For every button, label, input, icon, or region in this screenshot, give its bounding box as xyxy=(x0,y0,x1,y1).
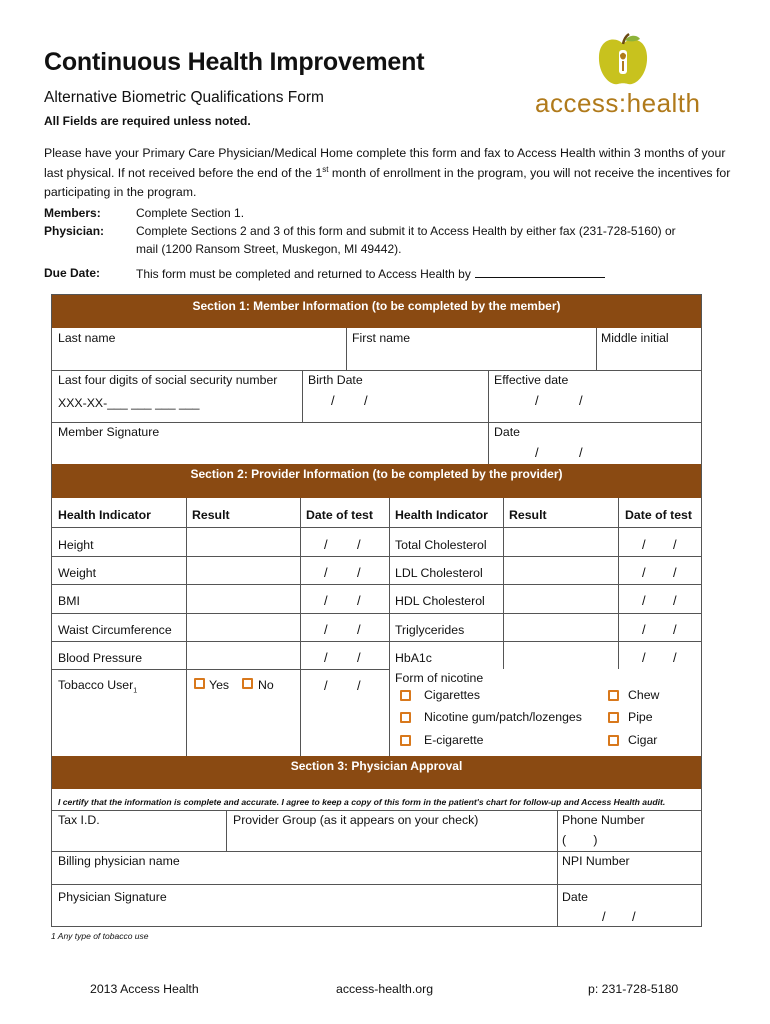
tax-id-label: Tax I.D. xyxy=(58,813,100,827)
nicotine-form-label: Form of nicotine xyxy=(395,671,484,685)
effective-date-slash: / xyxy=(579,393,583,408)
date-slash: / xyxy=(324,622,328,637)
section3-header: Section 3: Physician Approval xyxy=(52,756,701,789)
date-slash: / xyxy=(357,593,361,608)
apple-logo-icon xyxy=(594,32,652,88)
date-slash: / xyxy=(324,650,328,665)
indicator-waist-circumference: Waist Circumference xyxy=(58,623,172,637)
birth-date-slash: / xyxy=(364,393,368,408)
tobacco-user-label: Tobacco User$_1$ xyxy=(58,678,138,695)
effective-date-slash: / xyxy=(535,393,539,408)
date-slash: / xyxy=(357,565,361,580)
members-label: Members: xyxy=(44,206,101,220)
members-text: Complete Section 1. xyxy=(136,206,245,220)
member-date-slash: / xyxy=(579,445,583,460)
form-table xyxy=(51,294,702,927)
date-slash: / xyxy=(324,537,328,552)
page-title: Continuous Health Improvement xyxy=(44,48,425,76)
footer-phone: p: 231-728-5180 xyxy=(588,982,679,996)
date-slash: / xyxy=(357,678,361,693)
effective-date-label: Effective date xyxy=(494,373,569,387)
birth-date-label: Birth Date xyxy=(308,373,363,387)
indicator-ldl-cholesterol: LDL Cholesterol xyxy=(395,566,483,580)
indicator-bmi: BMI xyxy=(58,594,80,608)
physician-label: Physician: xyxy=(44,224,105,238)
cigarettes-label: Cigarettes xyxy=(424,688,481,702)
date-slash: / xyxy=(357,622,361,637)
birth-date-slash: / xyxy=(331,393,335,408)
date-slash: / xyxy=(673,593,677,608)
page-subtitle: Alternative Biometric Qualifications Form xyxy=(44,89,324,106)
date-slash: / xyxy=(324,565,328,580)
tobacco-no-label: No xyxy=(258,678,274,692)
nicotine-gum-label: Nicotine gum/patch/lozenges xyxy=(424,710,582,724)
date-slash: / xyxy=(673,537,677,552)
ssn-label: Last four digits of social security number xyxy=(58,373,278,387)
section1-header: Section 1: Member Information (to be completed by the member) xyxy=(52,295,701,328)
first-name-label: First name xyxy=(352,331,411,345)
header-health-indicator: Health Indicator xyxy=(395,508,488,522)
date-slash: / xyxy=(673,565,677,580)
indicator-triglycerides: Triglycerides xyxy=(395,623,465,637)
nicotine-gum-checkbox[interactable] xyxy=(400,712,411,723)
date-slash: / xyxy=(673,650,677,665)
physician-date-slash: / xyxy=(632,909,636,924)
certification-statement: I certify that the information is complete and accurate. I agree to keep a copy of this form in the patient's chart for follow-up and Access Health audit. xyxy=(58,797,666,807)
indicator-total-cholesterol: Total Cholesterol xyxy=(395,538,487,552)
date-slash: / xyxy=(324,678,328,693)
date-slash: / xyxy=(642,622,646,637)
ssn-input[interactable]: XXX-XX-___ ___ ___ ___ xyxy=(58,396,200,410)
date-slash: / xyxy=(642,593,646,608)
indicator-height: Height xyxy=(58,538,94,552)
cigar-checkbox[interactable] xyxy=(608,735,619,746)
npi-number-label: NPI Number xyxy=(562,854,630,868)
required-note: All Fields are required unless noted. xyxy=(44,114,251,128)
logo-wordmark: access:health xyxy=(535,88,701,118)
physician-date-label: Date xyxy=(562,890,588,904)
tobacco-yes-label: Yes xyxy=(209,678,230,692)
section2-header: Section 2: Provider Information (to be completed by the provider) xyxy=(52,464,701,498)
header-result: Result xyxy=(509,508,547,522)
indicator-hdl-cholesterol: HDL Cholesterol xyxy=(395,594,485,608)
chew-label: Chew xyxy=(628,688,660,702)
pipe-label: Pipe xyxy=(628,710,653,724)
header-date-of-test: Date of test xyxy=(625,508,692,522)
physician-text-line1: Complete Sections 2 and 3 of this form and submit it to Access Health by either fax (231-728-5160) or xyxy=(136,224,676,238)
due-date-text: This form must be completed and returned to Access Health by xyxy=(136,265,605,283)
due-date-label: Due Date: xyxy=(44,266,101,280)
date-slash: / xyxy=(642,650,646,665)
provider-group-label: Provider Group (as it appears on your check) xyxy=(233,813,479,827)
date-slash: / xyxy=(642,565,646,580)
date-slash: / xyxy=(642,537,646,552)
due-date-blank[interactable] xyxy=(475,265,605,278)
e-cigarette-checkbox[interactable] xyxy=(400,735,411,746)
date-slash: / xyxy=(357,537,361,552)
phone-number-input[interactable]: ( ) xyxy=(562,833,598,847)
chew-checkbox[interactable] xyxy=(608,690,619,701)
billing-physician-label: Billing physician name xyxy=(58,854,180,868)
member-signature-label: Member Signature xyxy=(58,425,160,439)
date-slash: / xyxy=(357,650,361,665)
instructions-paragraph: Please have your Primary Care Physician/Medical Home complete this form and fax to Access Health within 3 months of your last physical. If not received before the end of the 1st month of enrollment in the program, you will not receive the incentives for participating in the program. xyxy=(44,146,731,199)
e-cigarette-label: E-cigarette xyxy=(424,733,484,747)
middle-initial-label: Middle initial xyxy=(601,331,669,345)
physician-date-slash: / xyxy=(602,909,606,924)
member-date-slash: / xyxy=(535,445,539,460)
header-result: Result xyxy=(192,508,230,522)
indicator-hba1c: HbA1c xyxy=(395,651,432,665)
indicator-blood-pressure: Blood Pressure xyxy=(58,651,143,665)
physician-signature-label: Physician Signature xyxy=(58,890,167,904)
date-slash: / xyxy=(673,622,677,637)
tobacco-yes-checkbox[interactable] xyxy=(194,678,205,689)
footnote: 1 Any type of tobacco use xyxy=(51,931,149,941)
pipe-checkbox[interactable] xyxy=(608,712,619,723)
footer-website[interactable]: access-health.org xyxy=(336,982,434,996)
last-name-label: Last name xyxy=(58,331,116,345)
header-health-indicator: Health Indicator xyxy=(58,508,151,522)
header-date-of-test: Date of test xyxy=(306,508,373,522)
tobacco-no-checkbox[interactable] xyxy=(242,678,253,689)
date-slash: / xyxy=(324,593,328,608)
member-date-label: Date xyxy=(494,425,520,439)
footer-copyright: 2013 Access Health xyxy=(90,982,199,996)
cigarettes-checkbox[interactable] xyxy=(400,690,411,701)
physician-text-line2: mail (1200 Ransom Street, Muskegon, MI 49442). xyxy=(136,242,402,256)
phone-number-label: Phone Number xyxy=(562,813,645,827)
indicator-weight: Weight xyxy=(58,566,97,580)
cigar-label: Cigar xyxy=(628,733,658,747)
